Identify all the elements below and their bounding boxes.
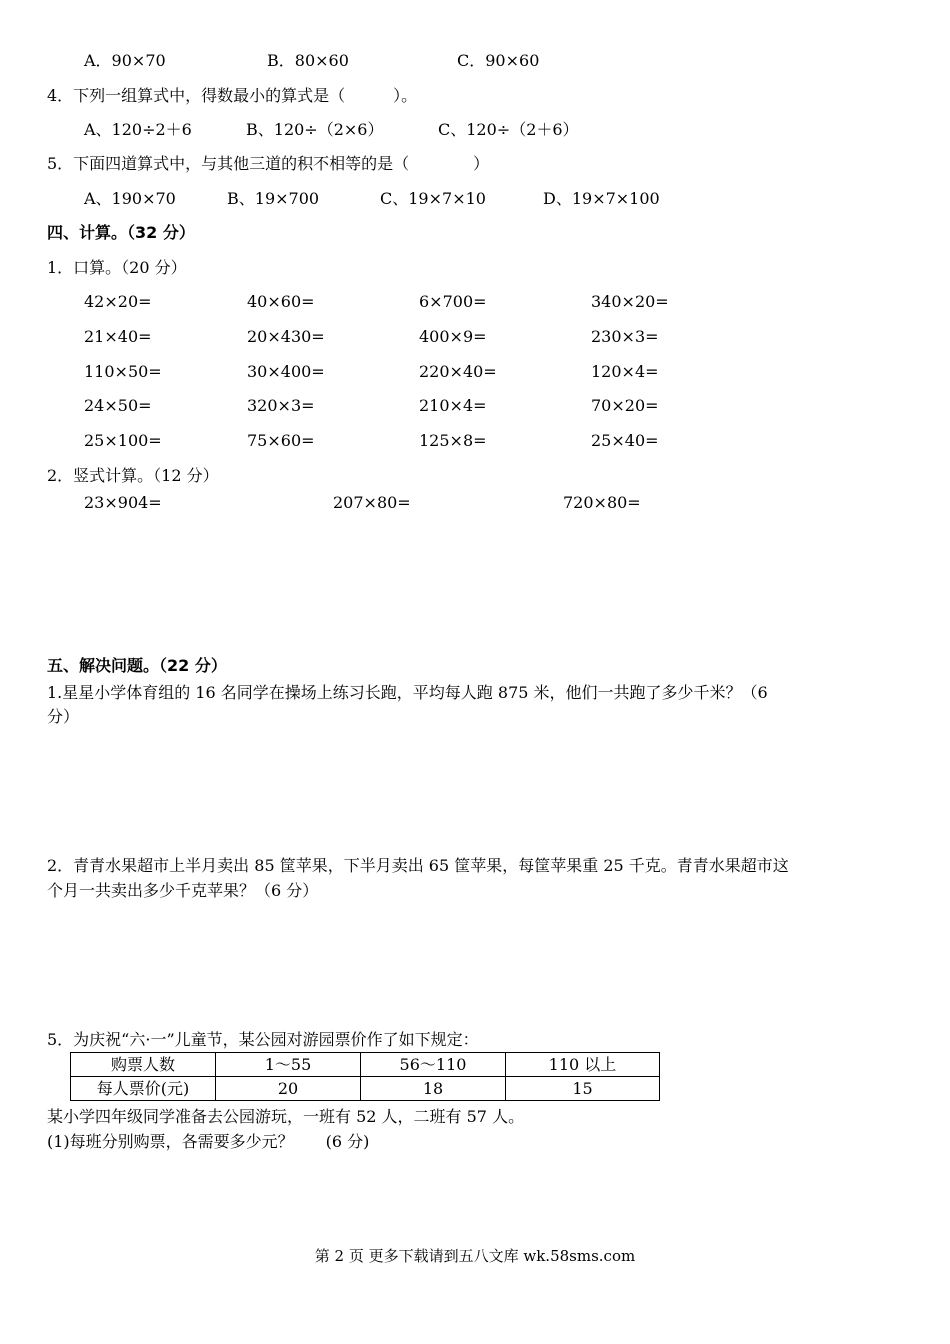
oral-item: 25×100= [84,431,162,450]
q4-option-b: B、120÷（2×6） [246,120,384,139]
q5-option-d: D、19×7×100 [543,189,660,208]
oral-item: 24×50= [84,396,152,415]
oral-item: 120×4= [591,362,659,381]
oral-item: 6×700= [419,292,487,311]
question-4: 4．下列一组算式中，得数最小的算式是（ ）。 [47,86,418,105]
oral-item: 40×60= [247,292,315,311]
problem-3-subquestion-1: (1)每班分别购票，各需要多少元？ (6 分) [47,1132,370,1151]
problem-3-intro: 5．为庆祝“六·一”儿童节，某公园对游园票价作了如下规定： [47,1030,479,1049]
oral-item: 75×60= [247,431,315,450]
q4-option-a: A、120÷2＋6 [84,120,192,139]
table-cell: 每人票价(元) [71,1077,216,1101]
q5-option-a: A、190×70 [84,189,176,208]
table-cell: 购票人数 [71,1053,216,1077]
table-cell: 20 [216,1077,361,1101]
q4-option-c: C、120÷（2＋6） [438,120,579,139]
table-cell: 1～55 [216,1053,361,1077]
table-cell: 56～110 [361,1053,506,1077]
oral-item: 400×9= [419,327,487,346]
oral-item: 30×400= [247,362,325,381]
problem-2-line2: 个月一共卖出多少千克苹果？（6 分） [47,881,319,900]
question-5: 5．下面四道算式中，与其他三道的积不相等的是（ ） [47,154,490,173]
oral-item: 20×430= [247,327,325,346]
section-5-title: 五、解决问题。（22 分） [47,656,227,675]
problem-1-line2: 分） [47,707,80,726]
oral-item: 110×50= [84,362,162,381]
vertical-calc-title: 2．竖式计算。（12 分） [47,466,219,485]
section-4-title: 四、计算。（32 分） [47,223,195,242]
ticket-price-table [70,1052,660,1101]
oral-item: 320×3= [247,396,315,415]
problem-2-line1: 2．青青水果超市上半月卖出 85 筐苹果，下半月卖出 65 筐苹果，每筐苹果重 25 千克。青青水果超市这 [47,856,789,875]
q5-option-b: B、19×700 [227,189,320,208]
oral-item: 42×20= [84,292,152,311]
table-cell: 110 以上 [506,1053,660,1077]
oral-item: 25×40= [591,431,659,450]
option-c: C．90×60 [457,51,540,70]
table-cell: 18 [361,1077,506,1101]
option-a: A．90×70 [84,51,166,70]
oral-item: 230×3= [591,327,659,346]
oral-item: 21×40= [84,327,152,346]
oral-item: 340×20= [591,292,669,311]
vertical-item: 23×904= [84,493,162,512]
oral-item: 125×8= [419,431,487,450]
table-row [71,1053,660,1077]
oral-item: 210×4= [419,396,487,415]
oral-item: 220×40= [419,362,497,381]
option-b: B．80×60 [267,51,349,70]
oral-calc-title: 1．口算。（20 分） [47,258,187,277]
problem-1-line1: 1.星星小学体育组的 16 名同学在操场上练习长跑，平均每人跑 875 米，他们一共跑了多少千米？（6 [47,683,768,702]
vertical-item: 207×80= [333,493,411,512]
q5-option-c: C、19×7×10 [380,189,486,208]
vertical-item: 720×80= [563,493,641,512]
oral-item: 70×20= [591,396,659,415]
problem-3-text: 某小学四年级同学准备去公园游玩，一班有 52 人，二班有 57 人。 [47,1107,525,1126]
table-row [71,1077,660,1101]
table-cell: 15 [506,1077,660,1101]
page-footer: 第 2 页 更多下载请到五八文库 wk.58sms.com [314,1247,636,1265]
